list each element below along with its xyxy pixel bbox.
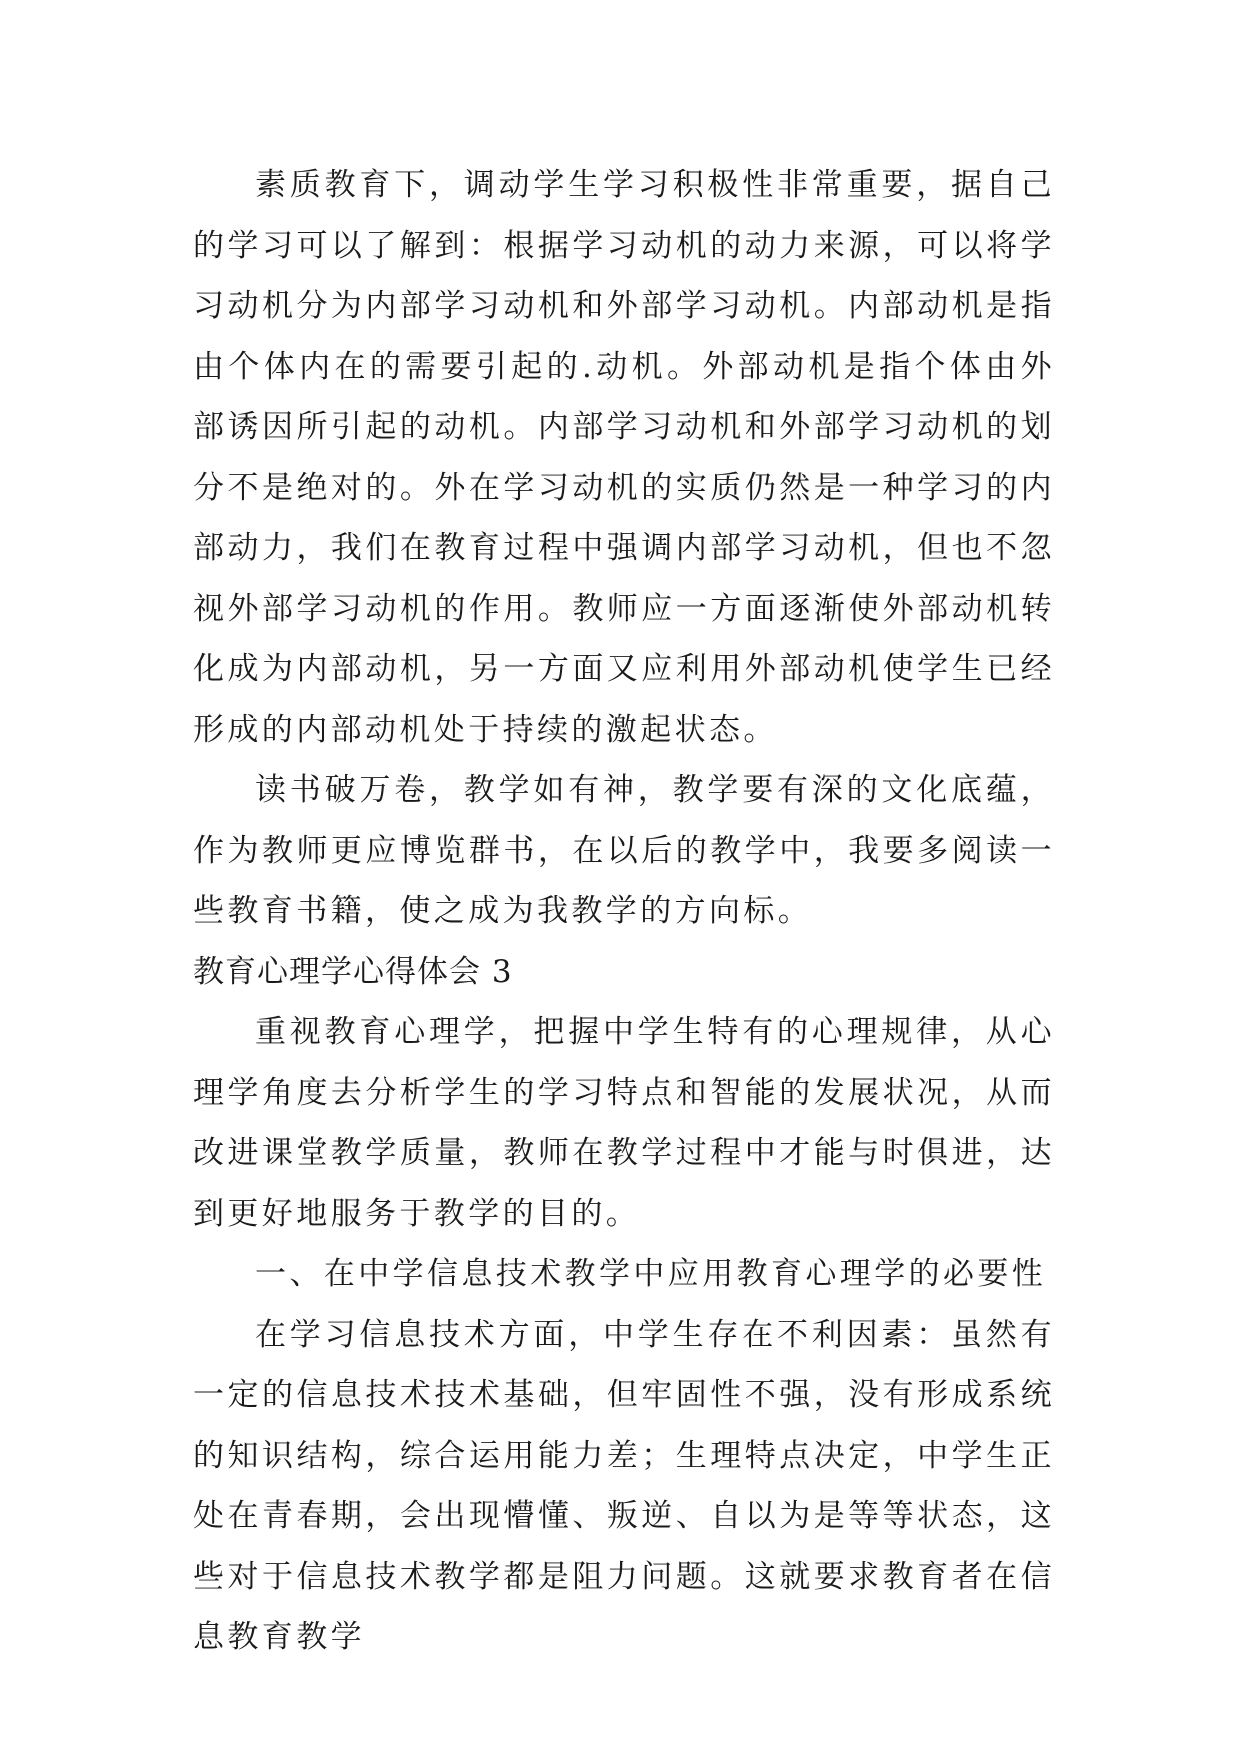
document-body — [193, 155, 1055, 1668]
paragraph-importance: 重视教育心理学，把握中学生特有的心理规律，从心理学角度去分析学生的学习特点和智能的发展状况，从而改进课堂教学质量，教师在教学过程中才能与时俱进，达到更好地服务于教学的目的。 — [193, 1014, 1055, 1232]
paragraph-reading: 读书破万卷，教学如有神，教学要有深的文化底蕴，作为教师更应博览群书，在以后的教学中，我要多阅读一些教育书籍，使之成为我教学的方向标。 — [193, 772, 1055, 929]
subheading-necessity: 一、在中学信息技术教学中应用教育心理学的必要性 — [255, 1256, 1047, 1292]
paragraph-motivation: 素质教育下，调动学生学习积极性非常重要，据自己的学习可以了解到：根据学习动机的动力来源，可以将学习动机分为内部学习动机和外部学习动机。内部动机是指由个体内在的需要引起的.动机。外部动机是指个体由外部诱因所引起的动机。内部学习动机和外部学习动机的划分不是绝对的。外在学习动机的实质仍然是一种学习的内部动力，我们在教育过程中强调内部学习动机，但也不忽视外部学习动机的作用。教师应一方面逐渐使外部动机转化成为内部动机，另一方面又应利用外部动机使学生已经形成的内部动机处于持续的激起状态。 — [193, 167, 1055, 748]
paragraph-factors: 在学习信息技术方面，中学生存在不利因素：虽然有一定的信息技术技术基础，但牢固性不强，没有形成系统的知识结构，综合运用能力差；生理特点决定，中学生正处在青春期，会出现懵懂、叛逆、自以为是等等状态，这些对于信息技术教学都是阻力问题。这就要求教育者在信息教育教学 — [193, 1316, 1055, 1655]
section-title: 教育心理学心得体会 3 — [193, 953, 513, 990]
